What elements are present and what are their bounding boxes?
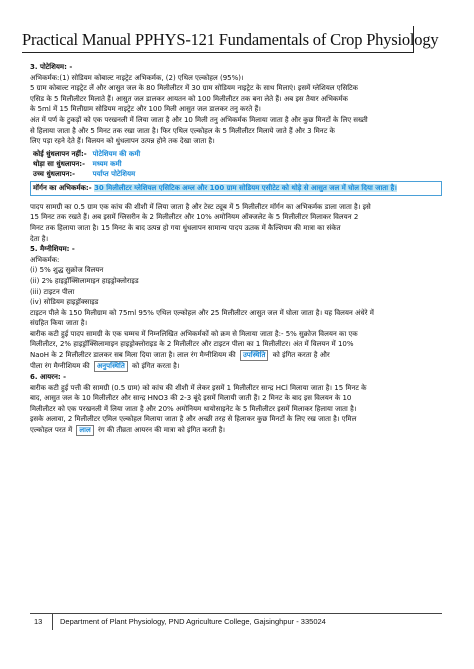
magnesium-reagent-item: (iv) सोडियम हाइड्रॉक्साइड xyxy=(30,298,99,307)
header-rule xyxy=(22,52,414,53)
absence-highlight: अनुपस्थिति xyxy=(94,361,128,372)
turbidity-label: कोई धुंधलापन नहीं:- xyxy=(33,149,87,158)
potassium-prep-line-2: एसिड के 5 मिलीलीटर मिलाते हैं। आसुत जल डालकर आयतन को 100 मिलीलीटर तक बना लेते हैं। अब इस तैयार अभिकर्मक xyxy=(30,94,348,103)
iron-line-2: बाद, आसुत जल के 10 मिलीलीटर और सान्द्र HNO3 की 2-3 बूंदे इसमें मिलायी जाती हैं। 2 मिनट के बाद इस विलयन के 10 xyxy=(30,394,352,403)
magnesium-reagent-item: (iii) टाइटन पीला xyxy=(30,287,75,296)
turbidity-label: थोड़ा सा धुंधलापन:- xyxy=(33,159,85,168)
turbidity-table xyxy=(30,149,143,179)
iron-line-3: मिलीलीटर को एक परखनली में लिया जाता है और 20% अमोनियम थायोसाइनेट के 5 मिलीलीटर इसमें मिलाकर हिलाया जाता है। xyxy=(30,404,357,413)
turbidity-value: मध्यम कमी xyxy=(92,159,122,168)
table-row xyxy=(30,169,143,179)
iron-text: रंग की तीव्रता आयरन की मात्रा को इंगित करती है। xyxy=(97,426,226,435)
page-footer xyxy=(30,613,442,630)
magnesium-proc-text: को इंगित करता है। xyxy=(132,362,180,371)
footer-text: Department of Plant Physiology, PND Agriculture College, Gajsinghpur - 335024 xyxy=(60,617,326,626)
calcium-line-3: मिनट तक हिलाया जाता है। 15 मिनट के बाद उत्पन्न हो गया धुंधलापन सामान्य पादप ऊतक में कैल्शियम की मात्रा का संकेत xyxy=(30,223,341,232)
table-row xyxy=(30,149,143,159)
calcium-line-2: 15 मिनट तक रखते हैं। अब इसमें ग्लिसरीन के 2 मिलीलीटर और 10% अमोनियम ऑक्जलेट के 5 मिलीलीटर मिलाकर विलयन 2 xyxy=(30,213,359,222)
magnesium-proc-line-1: बारीक कटी हुई पादप सामग्री के एक चम्मच में निम्नलिखित अभिकर्मकों को क्रम से मिलाया जाता है:- 5% सुक्रोज विलयन का एक xyxy=(30,329,358,338)
iron-text: एल्कोहल परत में xyxy=(30,426,73,435)
turbidity-value: पोटेशियम की कमी xyxy=(92,149,141,158)
page-header xyxy=(22,26,439,54)
potassium-proc-line-3: लिए पड़ा रहने देते हैं। विलयन को धुंधलापन उत्पन्न होने तक देखा जाता है। xyxy=(30,137,215,146)
page-title: Practical Manual PPHYS-121 Fundamentals of Crop Physiology xyxy=(22,30,439,49)
magnesium-reagents-heading: अभिकर्मक: xyxy=(30,255,60,264)
turbidity-value: पर्याप्त पोटेशियम xyxy=(92,169,136,178)
table-row xyxy=(30,159,143,169)
potassium-prep-line-3: के 5ml में 15 मिलीग्राम सोडियम नाइट्रेट और 100 मिली आसुत जल डालकर तनु करते हैं। xyxy=(30,105,261,114)
page-number: 13 xyxy=(34,617,43,626)
potassium-proc-line-2: से हिलाया जाता है और 5 मिनट तक रखा जाता है। फिर एथिल एल्कोहल के 5 मिलीलीटर मिलाये जाते हैं और 3 मिनट के xyxy=(30,126,335,135)
magnesium-proc-line-4 xyxy=(30,361,442,372)
potassium-prep-line-1: 5 ग्राम कोबाल्ट नाइट्रेट लें और आसुत जल के 80 मिलीलीटर में 30 ग्राम सोडियम नाइट्रेट के साथ मिलाएं। इसमें ग्लेशियल एसिटिक xyxy=(30,84,358,93)
titan-yellow-line-2: संग्रहित किया जाता है। xyxy=(30,319,88,328)
morgan-reagent-label: मॉर्गन का अभिकर्मक:- xyxy=(33,183,92,192)
iron-line-4: इसके अलावा, 2 मिलीलीटर एमिल एल्कोहल मिलाया जाता है और अच्छी तरह से हिलाकर कुछ मिनटों के लिए रख जाता है। एमिल xyxy=(30,415,357,424)
section-heading-potassium: 3. पोटेशियम: - xyxy=(30,63,73,71)
turbidity-label: उच्च धुंधलापन:- xyxy=(33,169,76,178)
potassium-reagents: अभिकर्मक:(1) सोडियम कोबाल्ट नाइट्रेट अभिकर्मक, (2) एथिल एल्कोहल (95%)। xyxy=(30,73,244,82)
titan-yellow-line-1: टाइटन पीले के 150 मिलीग्राम को 75ml 95% एथिल एल्कोहल और 25 मिलीलीटर आसुत जल में घोला जाता है। यह विलयन अंधेरे में xyxy=(30,308,374,317)
page-content xyxy=(30,62,442,436)
magnesium-reagent-item: (ii) 2% हाइड्रॉक्सिलामाइन हाइड्रोक्लोराइड xyxy=(30,276,139,285)
magnesium-reagent-item: (i) 5% शुद्ध सुक्रोज विलयन xyxy=(30,266,104,275)
section-heading-iron: 6. आयरन: - xyxy=(30,373,67,382)
footer-separator xyxy=(52,614,53,630)
calcium-line-1: पादप सामग्री का 0.5 ग्राम एक कांच की शीशी में लिया जाता है और टेस्ट ट्यूब में 5 मिलीलीटर मॉर्गन का अभिकर्मक डाला जाता है। इसे xyxy=(30,202,371,211)
magnesium-proc-text: को इंगित करता है और xyxy=(272,351,330,360)
presence-highlight: उपस्थिति xyxy=(240,350,268,361)
magnesium-proc-text: NaoH के 2 मिलीलीटर डालकर सब मिला दिया जाता है। लाल रंग मैग्नीशियम की xyxy=(30,351,236,360)
calcium-line-4: देता है। xyxy=(30,234,49,243)
morgan-reagent-box xyxy=(30,181,442,196)
magnesium-proc-text: पीला रंग मैग्नीशियम की xyxy=(30,362,90,371)
magnesium-proc-line-2: मिलीलीटर, 2% हाइड्रॉक्सिलामाइन हाइड्रोक्लोराइड के 2 मिलीलीटर और टाइटन पीला का 1 मिलीलीटर। अंत में विलयन में 10% xyxy=(30,340,354,349)
red-color-highlight: लाल xyxy=(76,425,93,436)
magnesium-proc-line-3 xyxy=(30,350,442,361)
morgan-reagent-text: 30 मिलीलीटर ग्लेशियल एसिटिक अम्ल और 100 ग्राम सोडियम एसीटेट को थोड़े से आसुत जल में घोल दिया जाता है। xyxy=(94,183,397,192)
section-heading-magnesium: 5. मैग्नीशियम: - xyxy=(30,245,75,254)
iron-line-5 xyxy=(30,425,442,436)
iron-line-1: बारीक कटी हुई पत्ती की सामग्री (0.5 ग्राम) को कांच की शीशी में लेकर इसमें 1 मिलीलीटर सान्द्र HCl मिलाया जाता है। 15 मिनट के xyxy=(30,383,367,392)
potassium-proc-line-1: अंत में पर्ण के टुकड़ों को एक परखनली में लिया जाता है और 10 मिली तनु अभिकर्मक मिलाया जाता है और कुछ मिनटों के लिए सख्ती xyxy=(30,115,368,124)
header-vertical-rule xyxy=(413,26,414,53)
